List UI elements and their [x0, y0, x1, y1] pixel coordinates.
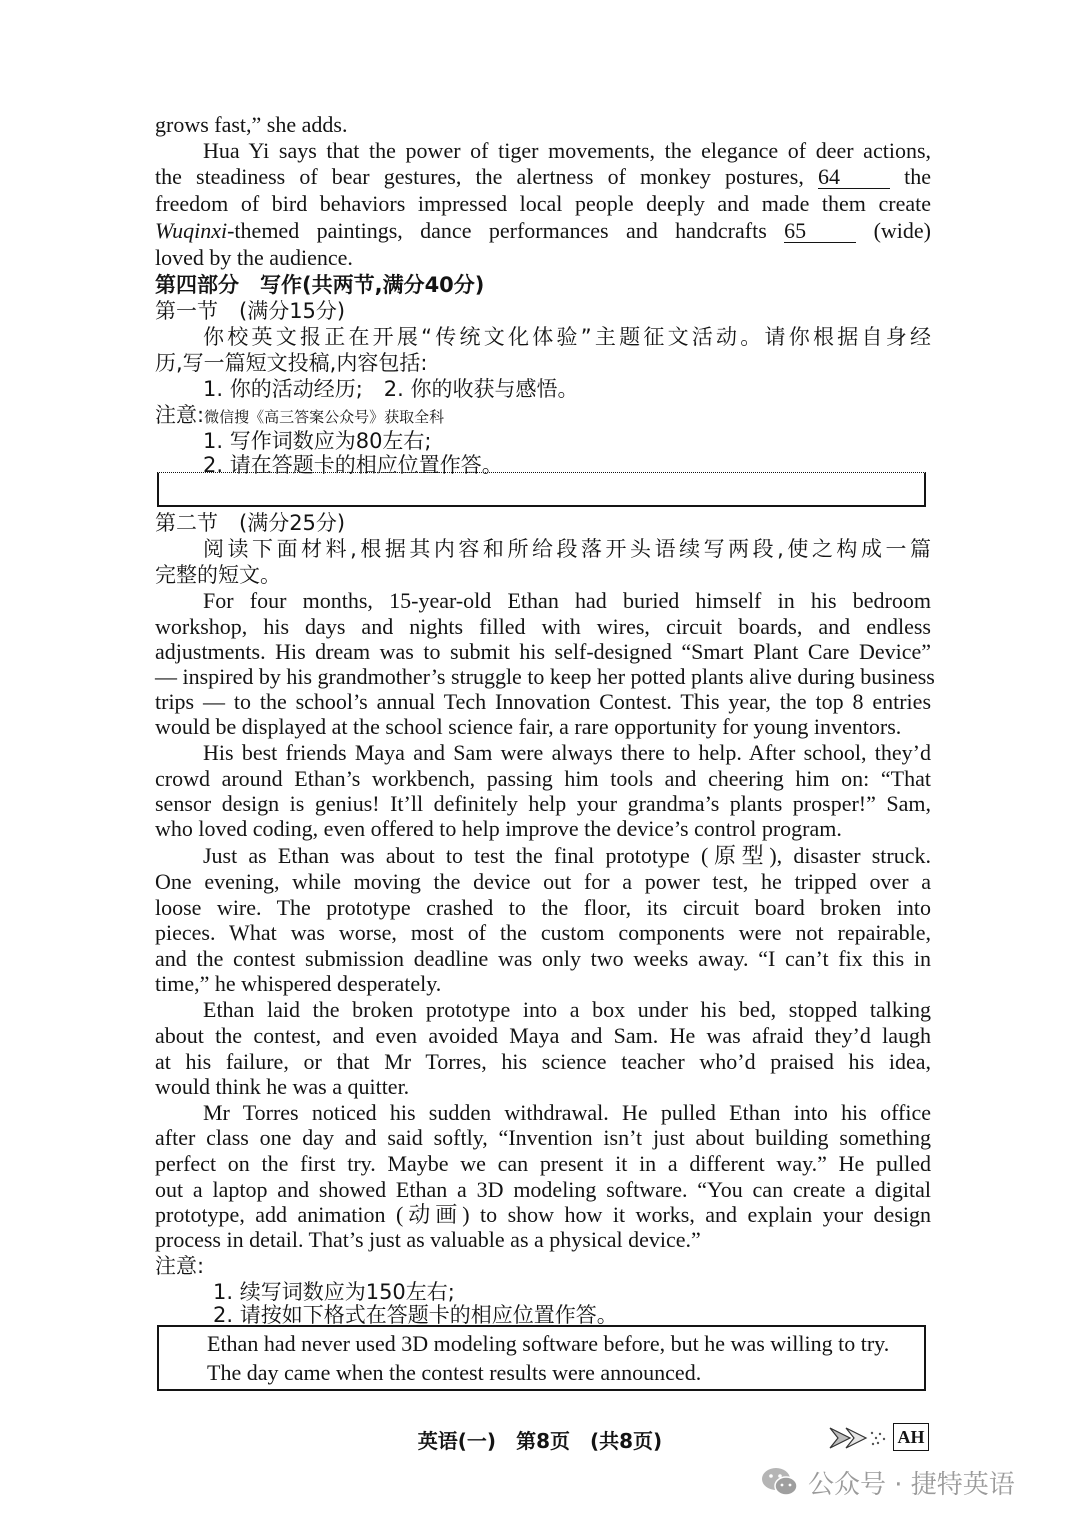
story-line: crowd around Ethan’s workbench, passing him tools and cheering him on: “That — [155, 766, 931, 791]
passage-text: the steadiness of bear gestures, the alertness of monkey postures, — [155, 164, 804, 189]
italic-term: Wuqinxi — [155, 218, 228, 243]
note-item: 1. 续写词数应为150左右; — [213, 1280, 455, 1304]
story-line: after class one day and said softly, “Invention isn’t just about building something — [155, 1125, 931, 1150]
story-line: prototype, add animation (动画) to show how it works, and explain your design — [155, 1202, 931, 1227]
story-line: out a laptop and showed Ethan a 3D modeling software. “You can create a digital — [155, 1177, 931, 1202]
note-item: 2. 请在答题卡的相应位置作答。 — [203, 453, 503, 477]
story-line: process in detail. That’s just as valuable as a physical device.” — [155, 1227, 701, 1252]
story-line: pieces. What was worse, most of the custom components were not repairable, — [155, 920, 931, 945]
story-line: and the contest submission deadline was only two weeks away. “I can’t fix this in — [155, 946, 931, 971]
part4-title: 第四部分 写作(共两节,满分40分) — [155, 273, 485, 297]
story-line: would think he was a quitter. — [155, 1074, 410, 1099]
story-line: Just as Ethan was about to test the final prototype (原型), disaster struck. — [203, 843, 931, 868]
note-label: 注意: — [155, 403, 205, 427]
story-line: — inspired by his grandmother’s struggle to keep her potted plants alive during business — [155, 664, 935, 689]
section2-title: 第二节 (满分25分) — [155, 511, 346, 535]
story-line: at his failure, or that Mr Torres, his science teacher who’d praised his idea, — [155, 1049, 931, 1074]
section1-note — [155, 402, 931, 430]
story-line: about the contest, and even avoided Maya and Sam. He was afraid they’d laugh — [155, 1023, 931, 1048]
story-line: Ethan laid the broken prototype into a box under his bed, stopped talking — [203, 997, 931, 1022]
blank-65: 65 — [784, 220, 856, 243]
section2-note-label: 注意: — [155, 1254, 205, 1278]
page-footer: 英语(一) 第8页 (共8页) — [417, 1429, 663, 1453]
section1-title: 第一节 (满分15分) — [155, 299, 346, 323]
story-line: sensor design is genius! It’ll definitely help your grandma’s plants prosper!” Sam, — [155, 791, 931, 816]
passage-text: the — [904, 164, 931, 189]
continuation-opening-2: The day came when the contest results were announced. — [207, 1360, 702, 1385]
story-line: loose wire. The prototype crashed to the floor, its circuit board broken into — [155, 895, 931, 920]
watermark-text: 公众号 · 捷特英语 — [808, 1469, 1015, 1500]
passage-line-with-blank-65 — [155, 218, 931, 244]
passage-line-with-blank-64 — [155, 164, 931, 190]
story-line: workshop, his days and nights filled with wires, circuit boards, and endless — [155, 614, 931, 639]
story-line: perfect on the first try. Maybe we can present it in a different way.” He pulled — [155, 1151, 931, 1176]
section1-items: 1. 你的活动经历; 2. 你的收获与感悟。 — [203, 377, 579, 401]
passage-line: grows fast,” she adds. — [155, 112, 348, 137]
publisher-logo-icon — [828, 1424, 890, 1452]
story-line: adjustments. His dream was to submit his self-designed “Smart Plant Care Device” — [155, 639, 931, 664]
blank-64: 64 — [818, 166, 890, 189]
answer-box-section1 — [157, 472, 926, 507]
story-line: trips — to the school’s annual Tech Innovation Contest. This year, the top 8 entries — [155, 689, 931, 714]
continuation-box — [157, 1325, 926, 1391]
note-item: 1. 写作词数应为80左右; — [203, 429, 432, 453]
story-line: who loved coding, even offered to help improve the device’s control program. — [155, 816, 842, 841]
story-line: His best friends Maya and Sam were always there to help. After school, they’d — [203, 740, 931, 765]
passage-text: (wide) — [873, 218, 931, 243]
story-line: time,” he whispered desperately. — [155, 971, 442, 996]
section1-prompt: 历,写一篇短文投稿,内容包括: — [155, 351, 428, 375]
story-line: Mr Torres noticed his sudden withdrawal. He pulled Ethan into his office — [203, 1100, 931, 1125]
region-code-badge: AH — [893, 1423, 929, 1451]
wechat-search-note: 微信搜《高三答案公众号》获取全科 — [204, 408, 445, 426]
story-line: For four months, 15-year-old Ethan had buried himself in his bedroom — [203, 588, 931, 613]
continuation-opening-1: Ethan had never used 3D modeling software before, but he was willing to try. — [207, 1331, 890, 1356]
section2-prompt: 阅读下面材料,根据其内容和所给段落开头语续写两段,使之构成一篇 — [203, 537, 931, 561]
note-item: 2. 请按如下格式在答题卡的相应位置作答。 — [213, 1303, 618, 1327]
passage-line: freedom of bird behaviors impressed local people deeply and made them create — [155, 191, 931, 216]
wechat-icon — [760, 1465, 800, 1499]
passage-line: Hua Yi says that the power of tiger movements, the elegance of deer actions, — [203, 138, 931, 163]
section2-prompt: 完整的短文。 — [155, 563, 281, 587]
passage-text: -themed paintings, dance performances and handcrafts — [227, 218, 767, 243]
wechat-watermark — [760, 1460, 1015, 1504]
section1-prompt: 你校英文报正在开展“传统文化体验”主题征文活动。请你根据自身经 — [203, 325, 931, 349]
passage-line: loved by the audience. — [155, 245, 353, 270]
story-line: One evening, while moving the device out for a power test, he tripped over a — [155, 869, 931, 894]
story-line: would be displayed at the school science fair, a rare opportunity for young inventors. — [155, 714, 902, 739]
